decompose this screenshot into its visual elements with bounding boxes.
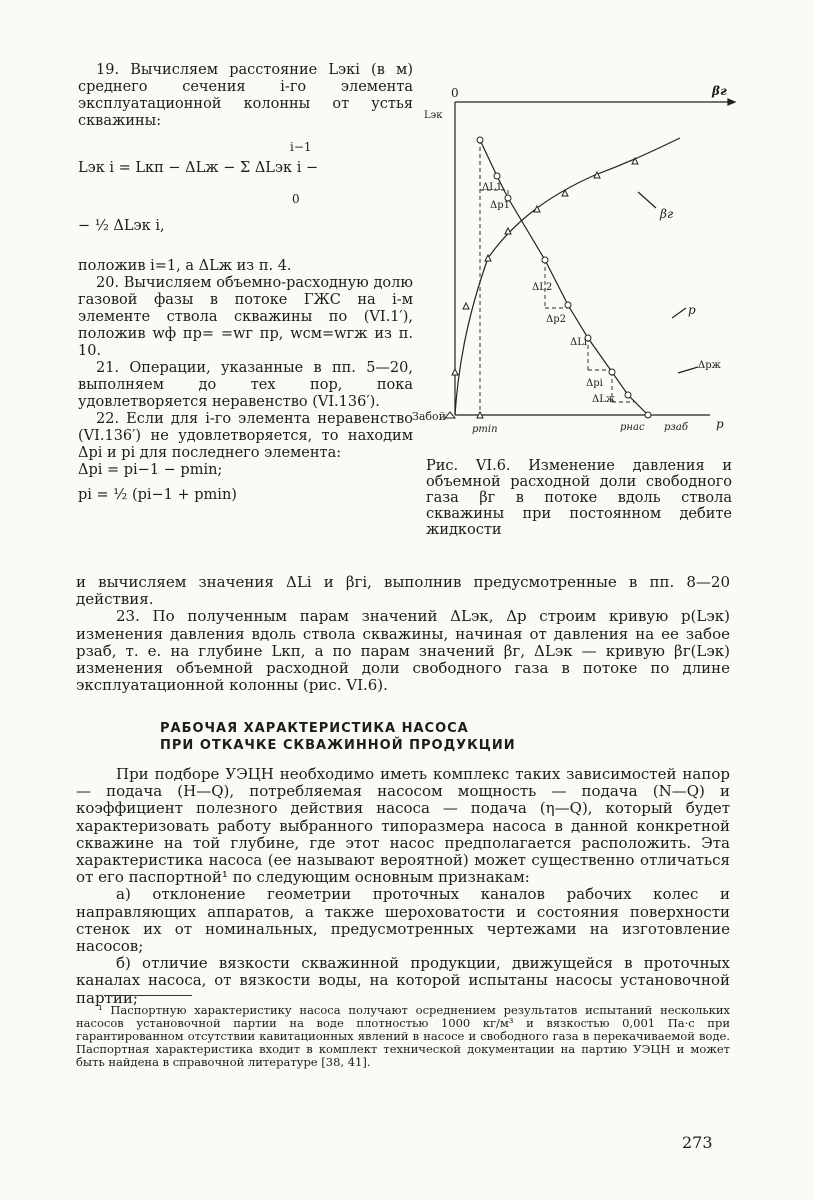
heading-line-2: ПРИ ОТКАЧКЕ СКВАЖИННОЙ ПРОДУКЦИИ [160,738,516,753]
page-number: 273 [682,1133,713,1152]
fig-dp1-top: Δp1 [490,200,510,211]
sum-top-limit: i−1 [290,140,312,154]
body-main [76,766,730,1007]
fig-curve-beta: βг [660,207,674,221]
para-1: При подборе УЭЦН необходимо иметь комплекс таких зависимостей напор — подача (H—Q), потребляемая насосом мощность — подача (N—Q) и коэффициент полезного действия насоса — подача (η—Q), который будет характеризовать работу выбранного типоразмера насоса в данной конкретной скважине на той глубине, где этот насос предполагается расположить. Эта характеристика насоса (ее называют вероятной) может существенно отличаться от его паспортной¹ по следующим основным признакам: [76,765,730,887]
item-b: б) отличие вязкости скважинной продукции, движущейся в проточных каналах насоса, от вязкости воды, на которой испытаны насосы установочной партии; [76,954,730,1007]
step-19: 19. Вычисляем расстояние Lэкi (в м) среднего сечения i-го элемента эксплуатационной колонны от устья скважины: [78,62,413,129]
step-20: 20. Вычисляем объемно-расходную долю газовой фазы в потоке ГЖС на i-м элементе ствола скважины по (VI.1′), положив wф пр= =wг пр, wсм=wгж из п. 10. [78,275,413,359]
fig-p-min: pmin [472,424,498,435]
step-22: 22. Если для i-го элемента неравенство (VI.136′) не удовлетворяется, то находим Δpi и pi для последнего элемента: [78,411,413,461]
step-19-tail: положив i=1, а ΔLж из п. 4. [78,258,292,274]
body-continuation [76,574,730,694]
sum-bottom-limit: 0 [292,192,300,206]
fig-p-zab: pзаб [664,422,688,433]
formula-19-line1: Lэк i = Lкп − ΔLж − Σ ΔLэк i − [78,160,319,176]
footnote-text: ¹ Паспортную характеристику насоса получают осреднением результатов испытаний нескольких насосов установочной партии на воде плотностью 1000 кг/м³ и вязкостью 0,001 Па·с при гарантированном отсутствии кавитационных явлений в насосе и свободного газа в перекачиваемой воде. Паспортная характеристика входит в комплект технической документации на партию УЭЦН и может быть найдена в справочной литературе [38, 41]. [76,1003,730,1069]
section-heading [160,720,660,754]
footnote [76,1004,730,1069]
fig-dpi-bottom: Δpi [586,378,603,389]
fig-dLzh: ΔLж [592,394,616,405]
fig-dLi: ΔLi [570,337,588,348]
fig-dpzh: Δpж [698,360,721,371]
fig-y-axis-label: Lэк [424,110,443,121]
fig-dp2: Δp2 [546,314,566,325]
formula-22-b: pi = ½ (pi−1 + pmin) [78,487,237,503]
formula-19-line2: − ½ ΔLэк i, [78,218,165,234]
left-column-cont [78,258,413,504]
fig-beta-axis: βг [712,84,727,98]
figure-vi6 [410,80,740,440]
left-column [78,62,413,130]
fig-bottom-label: Забой [412,410,446,423]
fig-curve-p: p [688,303,696,317]
heading-line-1: РАБОЧАЯ ХАРАКТЕРИСТИКА НАСОСА [160,721,469,736]
step-21: 21. Операции, указанные в пп. 5—20, выполняем до тех пор, пока удовлетворяется неравенство (VI.136′). [78,360,413,410]
fig-dL2: ΔL2 [532,282,553,293]
body-step-23: 23. По полученным парам значений ΔLэк, Δp строим кривую p(Lэк) изменения давления вдоль ствола скважины, начиная от давления на ее забое pзаб, т. е. на глубине Lкп, а по парам значений βг, ΔLэк — кривую βг(Lэк) изменения объемной расходной доли свободного газа в потоке по длине эксплуатационной колонны (рис. VI.6). [76,607,730,695]
item-a: а) отклонение геометрии проточных каналов рабочих колес и направляющих аппаратов, а также шероховатости и состояния поверхности стенок их от номинальных, предусмотренных чертежами на изготовление насосов; [76,885,730,956]
fig-p-nas: pнас [620,422,645,433]
fig-p-axis: p [716,417,724,431]
fig-top-zero: 0 [451,86,459,100]
figure-caption: Рис. VI.6. Изменение давления и объемной расходной доли свободного газа βг в потоке вдоль ствола скважины при постоянном дебите жидкости [426,458,732,538]
body-cont: и вычисляем значения ΔLi и βгi, выполнив предусмотренные в пп. 8—20 действия. [76,573,730,609]
formula-22-a: Δpi = pi−1 − pmin; [78,462,223,478]
formula-19 [78,140,413,230]
footnote-rule [104,995,192,996]
fig-dL1: ΔL1 [482,182,503,193]
